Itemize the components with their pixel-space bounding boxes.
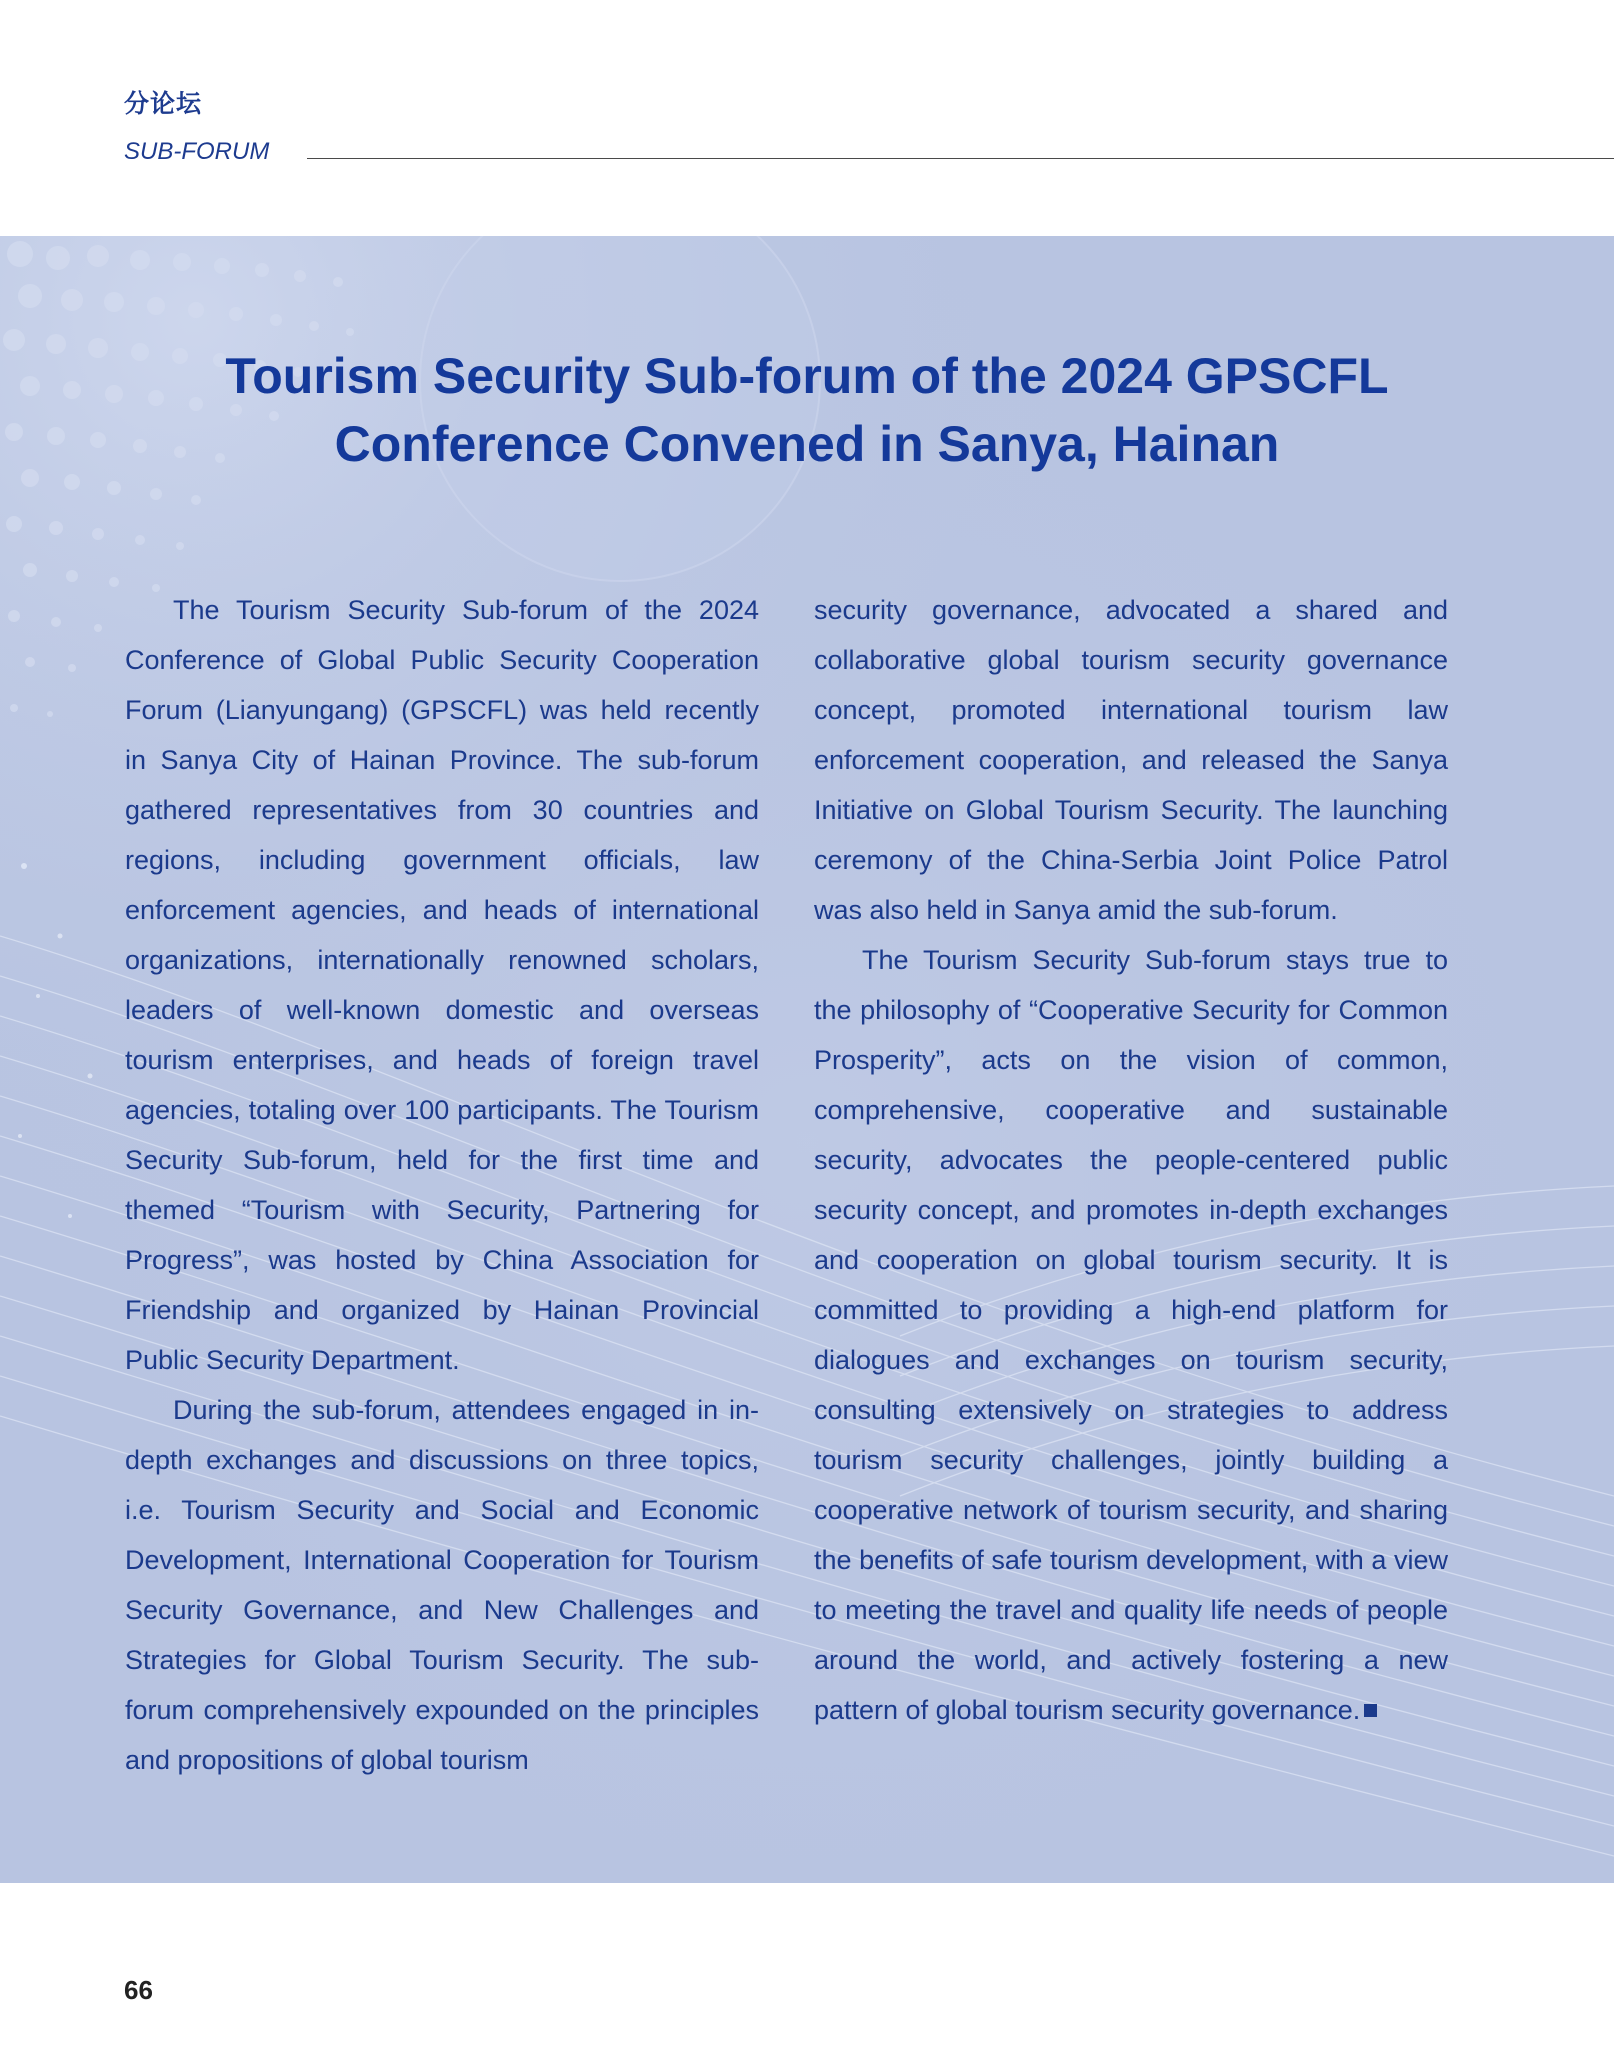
- section-label-english: SUB-FORUM: [124, 138, 270, 165]
- section-label-chinese: 分论坛: [124, 89, 203, 118]
- paragraph-3-text: The Tourism Security Sub-forum stays true to the philosophy of “Cooperative Security for Common Prosperity”, acts on the vision of common, comprehensive, cooperative and sustainable security, advocates the people-centered public security concept, and promotes in-depth exchanges and cooperation on global tourism security. It is committed to providing a high-end platform for dialogues and exchanges on tourism security, consulting extensively on strategies to address tourism security challenges, jointly building a cooperative network of tourism security, and sharing the benefits of safe tourism development, with a view to meeting the travel and quality life needs of people around the world, and actively fostering a new pattern of global tourism security governance.: [814, 945, 1448, 1725]
- right-text-column: [814, 585, 1448, 1735]
- left-text-column: [125, 585, 759, 1785]
- article-title: [107, 342, 1507, 478]
- article-title-line-2: Conference Convened in Sanya, Hainan: [334, 416, 1280, 472]
- paragraph-2: During the sub-forum, attendees engaged in in-depth exchanges and discussions on three topics, i.e. Tourism Security and Social and Economic Development, International Cooperation for Tourism Security Governance, and New Challenges and Strategies for Global Tourism Security. The sub-forum comprehensively expounded on the principles and propositions of global tourism: [125, 1395, 759, 1775]
- page-number: 66: [124, 1975, 153, 2005]
- end-mark-icon: [1364, 1704, 1377, 1717]
- paragraph-3: [814, 935, 1448, 1735]
- article-title-line-1: Tourism Security Sub-forum of the 2024 GPSCFL: [225, 348, 1389, 404]
- paragraph-1: The Tourism Security Sub-forum of the 2024 Conference of Global Public Security Cooperation Forum (Lianyungang) (GPSCFL) was held recently in Sanya City of Hainan Province. The sub-forum gathered representatives from 30 countries and regions, including government officials, law enforcement agencies, and heads of international organizations, internationally renowned scholars, leaders of well-known domestic and overseas tourism enterprises, and heads of foreign travel agencies, totaling over 100 participants. The Tourism Security Sub-forum, held for the first time and themed “Tourism with Security, Partnering for Progress”, was hosted by China Association for Friendship and organized by Hainan Provincial Public Security Department.: [125, 595, 759, 1375]
- paragraph-2-continued: security governance, advocated a shared and collaborative global tourism security governance concept, promoted international tourism law enforcement cooperation, and released the Sanya Initiative on Global Tourism Security. The launching ceremony of the China-Serbia Joint Police Patrol was also held in Sanya amid the sub-forum.: [814, 595, 1448, 925]
- header-divider: [307, 158, 1614, 159]
